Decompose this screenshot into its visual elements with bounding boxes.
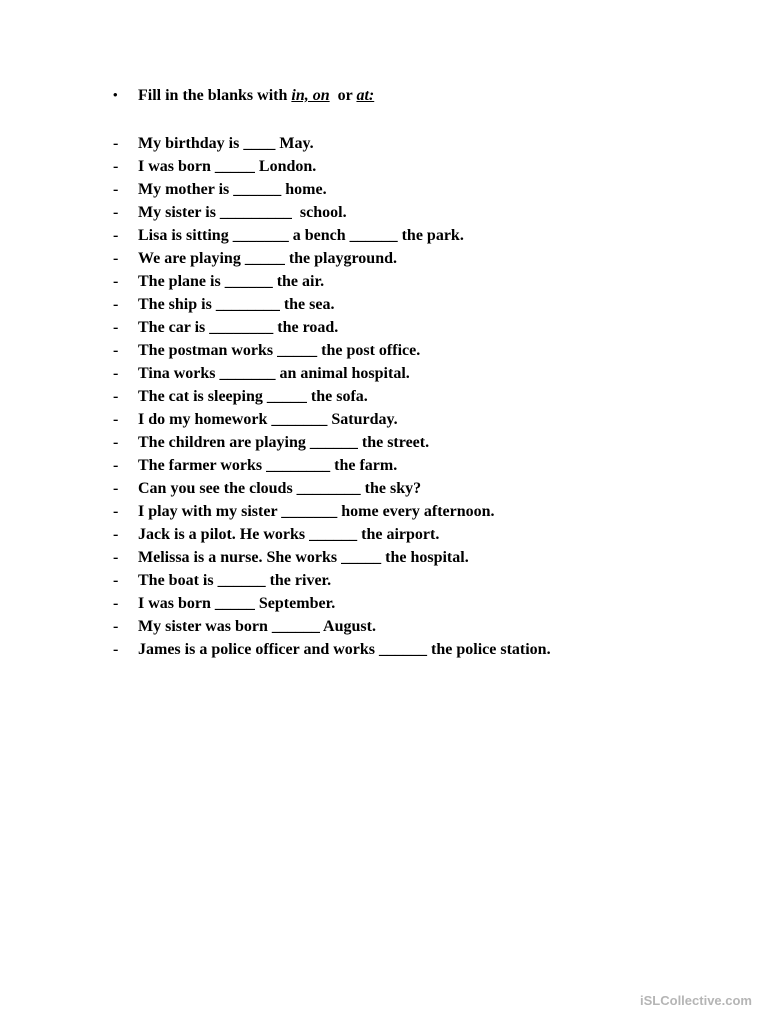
exercise-sentence: My birthday is ____ May. bbox=[138, 135, 314, 152]
exercise-item bbox=[113, 294, 551, 317]
exercise-sentence: I do my homework _______ Saturday. bbox=[138, 411, 398, 428]
exercise-sentence: The plane is ______ the air. bbox=[138, 273, 325, 290]
exercise-list bbox=[113, 133, 551, 662]
exercise-sentence: The car is ________ the road. bbox=[138, 319, 339, 336]
exercise-sentence: Melissa is a nurse. She works _____ the hospital. bbox=[138, 549, 469, 566]
exercise-item bbox=[113, 524, 551, 547]
exercise-item bbox=[113, 179, 551, 202]
exercise-sentence: We are playing _____ the playground. bbox=[138, 250, 397, 267]
watermark: iSLCollective.com bbox=[640, 993, 752, 1008]
exercise-sentence: My mother is ______ home. bbox=[138, 181, 327, 198]
dash-marker: - bbox=[113, 135, 119, 152]
exercise-sentence: I was born _____ September. bbox=[138, 595, 336, 612]
dash-marker: - bbox=[113, 204, 119, 221]
dash-marker: - bbox=[113, 549, 119, 566]
exercise-sentence: Lisa is sitting _______ a bench ______ the park. bbox=[138, 227, 464, 244]
exercise-sentence: James is a police officer and works ______ the police station. bbox=[138, 641, 551, 658]
exercise-sentence: The postman works _____ the post office. bbox=[138, 342, 421, 359]
dash-marker: - bbox=[113, 434, 119, 451]
exercise-item bbox=[113, 156, 551, 179]
exercise-item bbox=[113, 455, 551, 478]
exercise-item bbox=[113, 202, 551, 225]
exercise-item bbox=[113, 570, 551, 593]
instruction-prefix: Fill in the blanks with bbox=[138, 87, 292, 104]
dash-marker: - bbox=[113, 342, 119, 359]
exercise-sentence: The farmer works ________ the farm. bbox=[138, 457, 398, 474]
dash-marker: - bbox=[113, 526, 119, 543]
exercise-item bbox=[113, 478, 551, 501]
exercise-item bbox=[113, 547, 551, 570]
dash-marker: - bbox=[113, 618, 119, 635]
exercise-sentence: My sister was born ______ August. bbox=[138, 618, 376, 635]
exercise-sentence: The boat is ______ the river. bbox=[138, 572, 332, 589]
exercise-sentence: Jack is a pilot. He works ______ the airport. bbox=[138, 526, 440, 543]
dash-marker: - bbox=[113, 388, 119, 405]
exercise-sentence: The ship is ________ the sea. bbox=[138, 296, 335, 313]
instruction-middle: or bbox=[329, 87, 357, 104]
exercise-sentence: I was born _____ London. bbox=[138, 158, 317, 175]
exercise-item bbox=[113, 639, 551, 662]
exercise-item bbox=[113, 386, 551, 409]
dash-marker: - bbox=[113, 595, 119, 612]
instruction-line bbox=[113, 87, 374, 105]
dash-marker: - bbox=[113, 181, 119, 198]
exercise-sentence: The children are playing ______ the street. bbox=[138, 434, 430, 451]
dash-marker: - bbox=[113, 503, 119, 520]
exercise-item bbox=[113, 248, 551, 271]
exercise-sentence: Tina works _______ an animal hospital. bbox=[138, 365, 410, 382]
exercise-item bbox=[113, 432, 551, 455]
exercise-sentence: My sister is _________ school. bbox=[138, 204, 347, 221]
exercise-item bbox=[113, 616, 551, 639]
exercise-sentence: I play with my sister _______ home every afternoon. bbox=[138, 503, 495, 520]
exercise-sentence: Can you see the clouds ________ the sky? bbox=[138, 480, 422, 497]
dash-marker: - bbox=[113, 480, 119, 497]
dash-marker: - bbox=[113, 365, 119, 382]
dash-marker: - bbox=[113, 158, 119, 175]
dash-marker: - bbox=[113, 411, 119, 428]
dash-marker: - bbox=[113, 250, 119, 267]
exercise-item bbox=[113, 271, 551, 294]
dash-marker: - bbox=[113, 319, 119, 336]
dash-marker: - bbox=[113, 273, 119, 290]
dash-marker: - bbox=[113, 227, 119, 244]
instruction-options-in-on: in, on bbox=[291, 87, 330, 104]
instruction-option-at: at: bbox=[356, 87, 375, 104]
exercise-item bbox=[113, 501, 551, 524]
exercise-item bbox=[113, 340, 551, 363]
exercise-sentence: The cat is sleeping _____ the sofa. bbox=[138, 388, 368, 405]
dash-marker: - bbox=[113, 572, 119, 589]
exercise-item bbox=[113, 317, 551, 340]
dash-marker: - bbox=[113, 641, 119, 658]
exercise-item bbox=[113, 409, 551, 432]
bullet-icon: • bbox=[113, 87, 118, 102]
exercise-item bbox=[113, 225, 551, 248]
exercise-item bbox=[113, 593, 551, 616]
dash-marker: - bbox=[113, 296, 119, 313]
exercise-item bbox=[113, 133, 551, 156]
exercise-item bbox=[113, 363, 551, 386]
dash-marker: - bbox=[113, 457, 119, 474]
